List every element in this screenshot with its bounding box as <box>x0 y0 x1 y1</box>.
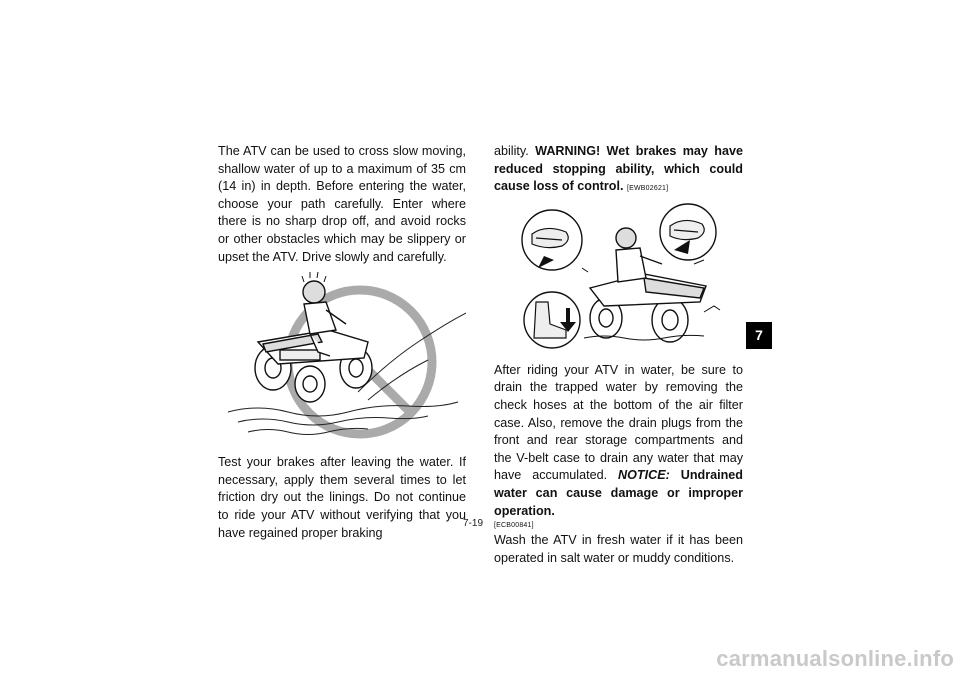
right-column <box>494 143 743 567</box>
brake-warning-paragraph <box>494 143 743 198</box>
chapter-tab: 7 <box>746 322 772 349</box>
drain-water-text: After riding your ATV in water, be sure to drain the trapped water by removing the check hoses at the bottom of the air filter case. Also, remove the drain plugs from the front and rear storage compartments and the V-belt case to drain any water that may have accumulated. <box>494 362 743 483</box>
warning-reference-code: [EWB02621] <box>626 185 669 193</box>
wash-paragraph: Wash the ATV in fresh water if it has been operated in salt water or muddy conditions. <box>494 533 743 565</box>
atv-brake-drying-illustration <box>494 202 743 352</box>
deep-water-paragraph: The ATV can be used to cross slow moving, shallow water of up to a maximum of 35 cm (14 in) in depth. Before entering the water, choose your path carefully. Enter where there is no sharp drop off, and avoid rocks or other obstacles which may be slippery or upset the ATV. Drive slowly and carefully. <box>218 144 466 264</box>
notice-text: Undrained water can cause damage or improper operation. <box>494 468 743 518</box>
watermark-text: carmanualsonline.info <box>716 646 954 671</box>
left-column <box>218 143 466 542</box>
drain-water-paragraph <box>494 362 743 520</box>
brake-test-paragraph: Test your brakes after leaving the water. If necessary, apply them several times to let friction dry out the linings. Do not continue to ride your ATV without verifying that you have regained proper braking <box>218 455 466 540</box>
atv-deep-water-prohibited-illustration <box>218 272 466 444</box>
page-number: 7-19 <box>463 518 484 529</box>
notice-label: NOTICE: <box>618 468 670 483</box>
notice-reference-code: [ECB00841] <box>494 522 534 530</box>
brake-continuation-text: ability. <box>494 144 529 158</box>
wet-brakes-warning: WARNING! Wet brakes may have reduced stopping ability, which could cause loss of control. <box>494 144 743 194</box>
